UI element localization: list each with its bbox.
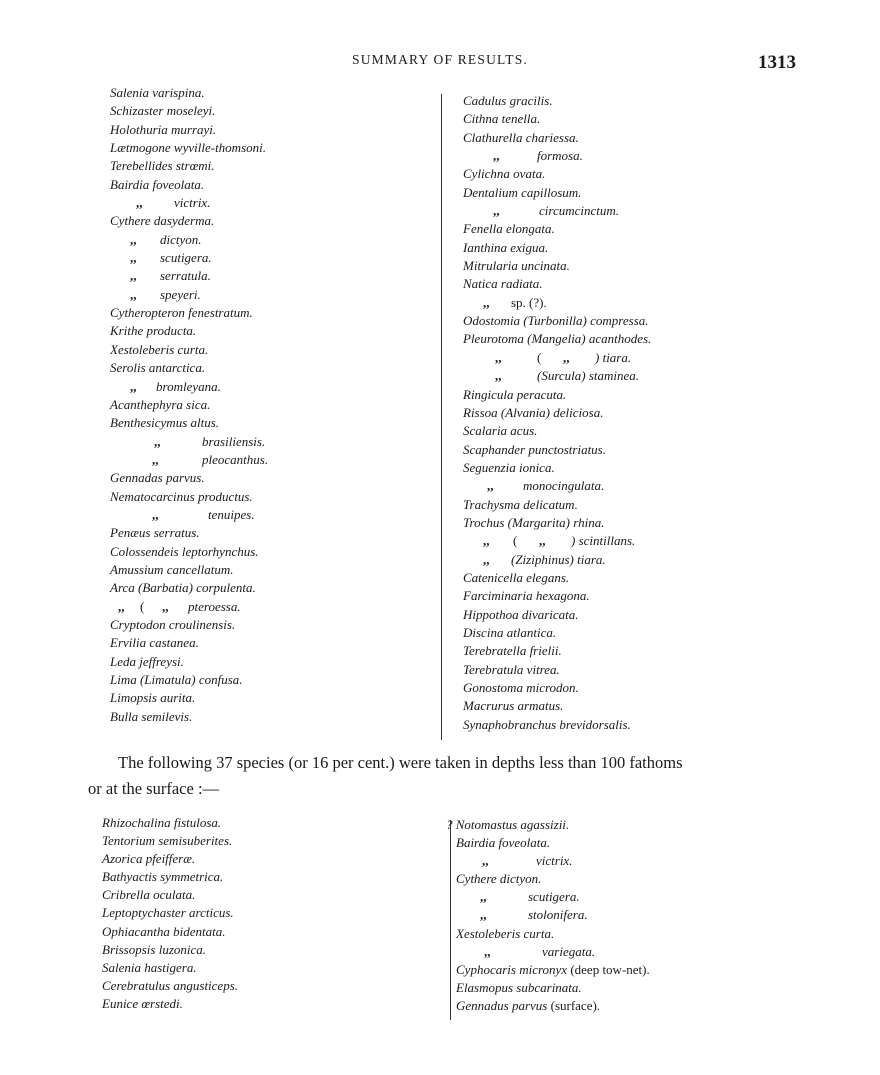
list-item: Cythere dasyderma. <box>110 213 215 229</box>
list-item: Acanthephyra sica. <box>110 396 211 412</box>
list-item: Pleurotoma (Mangelia) acanthodes. <box>463 331 652 347</box>
ditto-mark: ,, <box>493 148 500 164</box>
list-item: ,, bromleyana. <box>110 378 268 396</box>
list-item: ,, ( ,, ) scintillans. <box>463 532 651 550</box>
list-item: Arca (Barbatia) corpulenta. <box>110 580 256 596</box>
list-item: ,, victrix. <box>110 194 268 212</box>
ditto-mark: ,, <box>130 286 137 302</box>
list-item: ? Notomastus agassizii. <box>446 817 570 832</box>
list-item: Brissopsis luzonica. <box>102 941 207 957</box>
list-item: Penæus serratus. <box>110 525 200 541</box>
list2-right-column <box>446 816 650 1015</box>
list-item: Bulla semilevis. <box>110 708 193 724</box>
list-item: Lætmogone wyville-thomsoni. <box>110 140 266 156</box>
list-item: Cerebratulus angusticeps. <box>102 977 239 993</box>
column-divider <box>441 94 442 740</box>
list-item: Cyphocaris micronyx (deep tow-net). <box>456 961 650 977</box>
list1-left-column <box>110 84 268 726</box>
list-item: Holothuria murrayi. <box>110 121 217 137</box>
ditto-mark: ,, <box>563 349 570 365</box>
list-item: ,, circumcinctum. <box>463 202 651 220</box>
list-item: Cryptodon croulinensis. <box>110 616 236 632</box>
list-item: ,, scutigera. <box>110 249 268 267</box>
ditto-mark: ,, <box>480 889 487 905</box>
ditto-mark: ,, <box>152 506 159 522</box>
list-item: Terebratella frielii. <box>463 643 562 659</box>
list-item: Lima (Limatula) confusa. <box>110 672 243 687</box>
ditto-mark: ,, <box>118 598 125 614</box>
list-item: ,, ( ,, pteroessa. <box>110 598 268 616</box>
list-item: ,, variegata. <box>446 943 650 961</box>
list-item: ,, scutigera. <box>446 888 650 906</box>
list-item: Leda jeffreysi. <box>110 653 184 669</box>
list-item: Azorica pfeifferæ. <box>102 851 196 867</box>
list-item: Eunice œrstedi. <box>102 995 183 1011</box>
list-item: Gennadus parvus (surface). <box>456 997 601 1013</box>
list-item: Gennadas parvus. <box>110 470 205 486</box>
ditto-mark: ,, <box>130 231 137 247</box>
ditto-mark: ,, <box>483 533 490 549</box>
list-item: Colossendeis leptorhynchus. <box>110 543 259 559</box>
list-item: Ringicula peracuta. <box>463 386 567 402</box>
ditto-mark: ,, <box>162 598 169 614</box>
list-item: Discina atlantica. <box>463 624 557 640</box>
list-item: Bairdia foveolata. <box>110 176 205 192</box>
list-item: Trochus (Margarita) rhina. <box>463 514 605 530</box>
list-item: Ervilia castanea. <box>110 635 199 651</box>
list-item: Xestoleberis curta. <box>456 925 555 941</box>
list-item: Farciminaria hexagona. <box>463 588 590 604</box>
list-item: Macrurus armatus. <box>463 698 564 714</box>
list1-right-column <box>463 92 651 734</box>
list-item: ,, formosa. <box>463 147 651 165</box>
ditto-mark: ,, <box>154 433 161 449</box>
list-item: Krithe producta. <box>110 323 197 339</box>
list-item: Bairdia foveolata. <box>456 835 551 851</box>
list-item: ,, stolonifera. <box>446 906 650 924</box>
ditto-mark: ,, <box>130 268 137 284</box>
list-item: Rhizochalina fistulosa. <box>102 815 222 830</box>
list-item: Cythere dictyon. <box>456 871 542 887</box>
list-item: ,, ( ,, ) tiara. <box>463 349 651 367</box>
ditto-mark: ,, <box>495 368 502 384</box>
list-item: Limopsis aurita. <box>110 690 196 706</box>
ditto-mark: ,, <box>495 349 502 365</box>
list-item: ,, tenuipes. <box>110 506 268 524</box>
list-item: Ophiacantha bidentata. <box>102 923 226 939</box>
list-item: Clathurella chariessa. <box>463 129 579 145</box>
list-item: ,, speyeri. <box>110 286 268 304</box>
list-item: Terebellides strœmi. <box>110 158 215 174</box>
list-item: Gonostoma microdon. <box>463 680 579 695</box>
list-item: Cylichna ovata. <box>463 166 546 182</box>
list-item: Cribrella oculata. <box>102 887 196 903</box>
list-item: Xestoleberis curta. <box>110 341 209 357</box>
list-item: Elasmopus subcarinata. <box>456 979 582 995</box>
list-item: Mitrularia uncinata. <box>463 258 570 274</box>
list-item: ,, (Ziziphinus) tiara. <box>463 551 651 569</box>
page-number: 1313 <box>758 52 796 73</box>
list-item: Scalaria acus. <box>463 423 538 439</box>
open-paren: ( <box>140 598 145 614</box>
list-item: ,, victrix. <box>446 852 650 870</box>
ditto-mark: ,, <box>130 378 137 394</box>
list-item: Natica radiata. <box>463 276 543 292</box>
ditto-mark: ,, <box>482 853 489 869</box>
paragraph-line: The following 37 species (or 16 per cent.) were taken in depths less than 100 fathoms <box>118 753 683 772</box>
list-item: Benthesicymus altus. <box>110 415 220 431</box>
list-item: ,, pleocanthus. <box>110 451 268 469</box>
list-item: Cadulus gracilis. <box>463 93 553 108</box>
ditto-mark: ,, <box>493 203 500 219</box>
list-item: ,, sp. (?). <box>463 294 651 312</box>
ditto-mark: ,, <box>483 551 490 567</box>
list-item: Fenella elongata. <box>463 221 555 237</box>
list-item: Scaphander punctostriatus. <box>463 441 606 457</box>
list-item: Bathyactis symmetrica. <box>102 869 224 885</box>
list-item: Catenicella elegans. <box>463 569 570 585</box>
open-paren: ( <box>513 533 518 549</box>
list-item: Serolis antarctica. <box>110 360 206 376</box>
list-item: Schizaster moseleyi. <box>110 103 216 119</box>
ditto-mark: ,, <box>480 907 487 923</box>
ditto-mark: ,, <box>130 250 137 266</box>
ditto-mark: ,, <box>152 451 159 467</box>
summary-paragraph <box>88 750 808 802</box>
list-item: ,, brasiliensis. <box>110 433 268 451</box>
ditto-mark: ,, <box>487 478 494 494</box>
open-paren: ( <box>537 349 542 365</box>
list-item: Rissoa (Alvania) deliciosa. <box>463 404 604 420</box>
ditto-mark: ,, <box>483 294 490 310</box>
ditto-mark: ,, <box>539 533 546 549</box>
list-item: ,, (Surcula) staminea. <box>463 367 651 385</box>
list-item: Synaphobranchus brevidorsalis. <box>463 716 631 732</box>
list-item: ,, monocingulata. <box>463 477 651 495</box>
running-head: SUMMARY OF RESULTS. <box>352 52 528 67</box>
list-item: Trachysma delicatum. <box>463 496 578 512</box>
list-item: Terebratula vitrea. <box>463 661 560 677</box>
list2-left-column <box>102 814 238 1013</box>
list-item: Salenia hastigera. <box>102 959 197 975</box>
list-item: Leptoptychaster arcticus. <box>102 905 234 921</box>
list-item: Odostomia (Turbonilla) compressa. <box>463 313 649 329</box>
ditto-mark: ,, <box>484 943 491 959</box>
paragraph-line: or at the surface :— <box>88 779 220 798</box>
ditto-mark: ,, <box>136 195 143 211</box>
list-item: Dentalium capillosum. <box>463 184 582 200</box>
list-item: Cytheropteron fenestratum. <box>110 305 253 321</box>
list-item: ,, serratula. <box>110 267 268 285</box>
list-item: Seguenzia ionica. <box>463 459 555 475</box>
list-item: Amussium cancellatum. <box>110 561 234 577</box>
list-item: Cithna tenella. <box>463 111 541 127</box>
list-item: Tentorium semisuberites. <box>102 833 233 849</box>
list-item: Salenia varispina. <box>110 85 205 100</box>
list-item: Hippothoa divaricata. <box>463 606 579 622</box>
list-item: Ianthina exigua. <box>463 239 549 255</box>
list-item: ,, dictyon. <box>110 231 268 249</box>
list-item: Nematocarcinus productus. <box>110 488 253 504</box>
